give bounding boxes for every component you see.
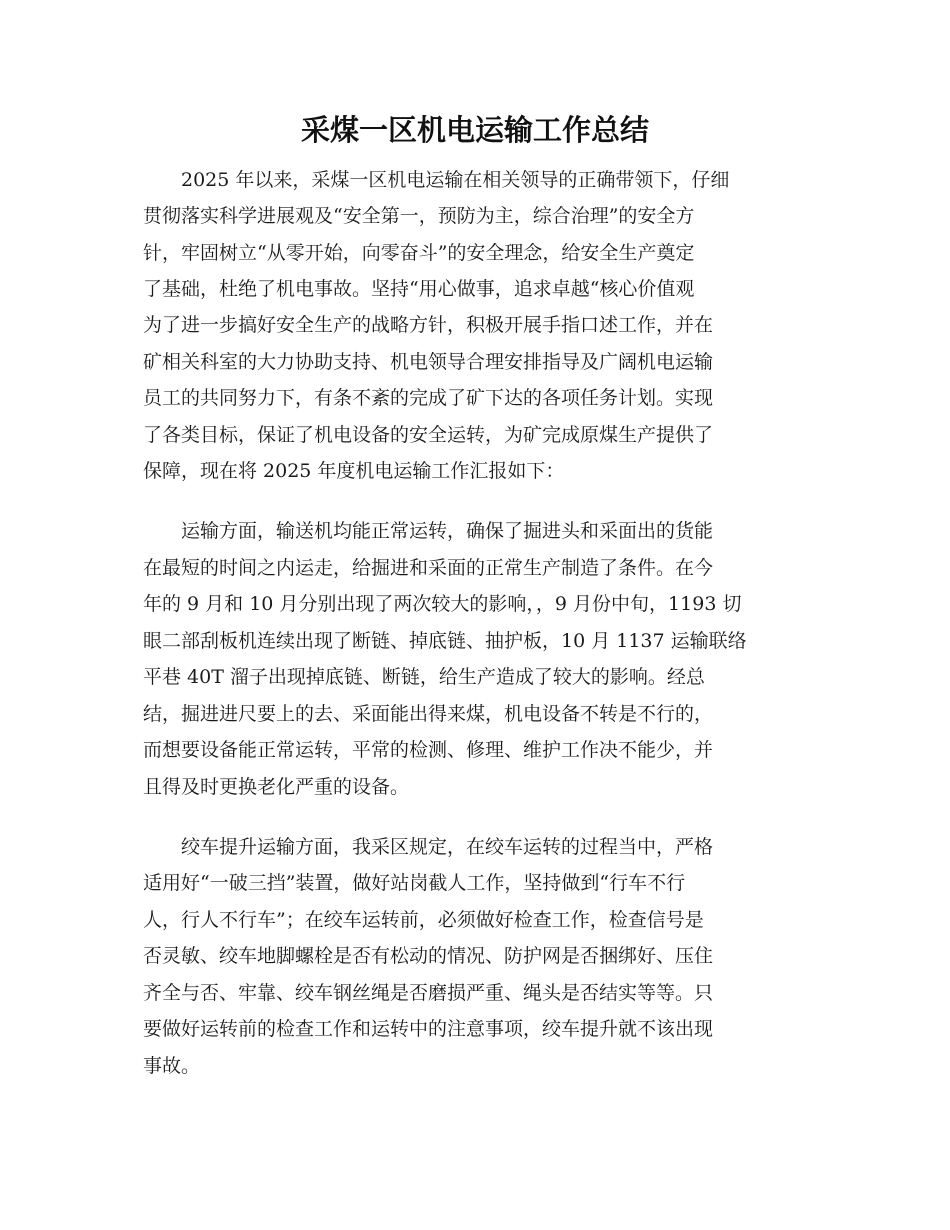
paragraph-3-line: 否灵敏、绞车地脚螺栓是否有松动的情况、防护网是否捆绑好、压住 xyxy=(143,945,714,967)
paragraph-3-line: 人，行人不行车”；在绞车运转前，必须做好检查工作，检查信号是 xyxy=(143,909,704,931)
paragraph-3-line: 绞车提升运输方面，我采区规定，在绞车运转的过程当中，严格 xyxy=(143,836,714,858)
document-title: 采煤一区机电运输工作总结 xyxy=(300,113,649,147)
paragraph-1-line: 了基础，杜绝了机电事故。坚持“用心做事，追求卓越“核心价值观 xyxy=(143,278,695,300)
paragraph-2-line: 年的 9 月和 10 月分别出现了两次较大的影响，，9 月份中旬，1193 切 xyxy=(143,593,742,615)
paragraph-2-line: 平巷 40T 溜子出现掉底链、断链，给生产造成了较大的影响。经总 xyxy=(143,666,705,688)
paragraph-1-line: 矿相关科室的大力协助支持、机电领导合理安排指导及广阔机电运输 xyxy=(143,351,714,373)
paragraph-2-line: 运输方面，输送机均能正常运转，确保了掘进头和采面出的货能 xyxy=(143,520,714,542)
paragraph-2-line: 结，掘进进尺要上的去、采面能出得来煤，机电设备不转是不行的， xyxy=(143,703,714,725)
paragraph-1-line: 针，牢固树立“从零开始，向零奋斗”的安全理念，给安全生产奠定 xyxy=(143,242,695,264)
paragraph-2-line: 且得及时更换老化严重的设备。 xyxy=(143,776,410,798)
paragraph-2-line: 在最短的时间之内运走，给掘进和采面的正常生产制造了条件。在今 xyxy=(143,557,714,579)
paragraph-1-line: 员工的共同努力下，有条不紊的完成了矿下达的各项任务计划。实现 xyxy=(143,387,714,409)
paragraph-3-line: 事故。 xyxy=(143,1055,201,1077)
paragraph-1-line: 2025 年以来，采煤一区机电运输在相关领导的正确带领下，仔细 xyxy=(143,169,730,191)
paragraph-3-line: 齐全与否、牢靠、绞车钢丝绳是否磨损严重、绳头是否结实等等。只 xyxy=(143,982,714,1004)
paragraph-2-line: 眼二部刮板机连续出现了断链、掉底链、抽护板，10 月 1137 运输联络 xyxy=(143,630,747,652)
paragraph-1-line: 了各类目标，保证了机电设备的安全运转，为矿完成原煤生产提供了 xyxy=(143,424,714,446)
paragraph-2-line: 而想要设备能正常运转，平常的检测、修理、维护工作决不能少，并 xyxy=(143,739,714,761)
paragraph-3-line: 要做好运转前的检查工作和运转中的注意事项，绞车提升就不该出现 xyxy=(143,1018,714,1040)
paragraph-1-line: 贯彻落实科学进展观及“安全第一，预防为主，综合治理”的安全方 xyxy=(143,205,695,227)
paragraph-3-line: 适用好“一破三挡”装置，做好站岗截人工作，坚持做到“行车不行 xyxy=(143,872,686,894)
paragraph-1-line: 保障，现在将 2025 年度机电运输工作汇报如下： xyxy=(143,460,565,482)
paragraph-1-line: 为了进一步搞好安全生产的战略方针，积极开展手指口述工作，并在 xyxy=(143,314,714,336)
